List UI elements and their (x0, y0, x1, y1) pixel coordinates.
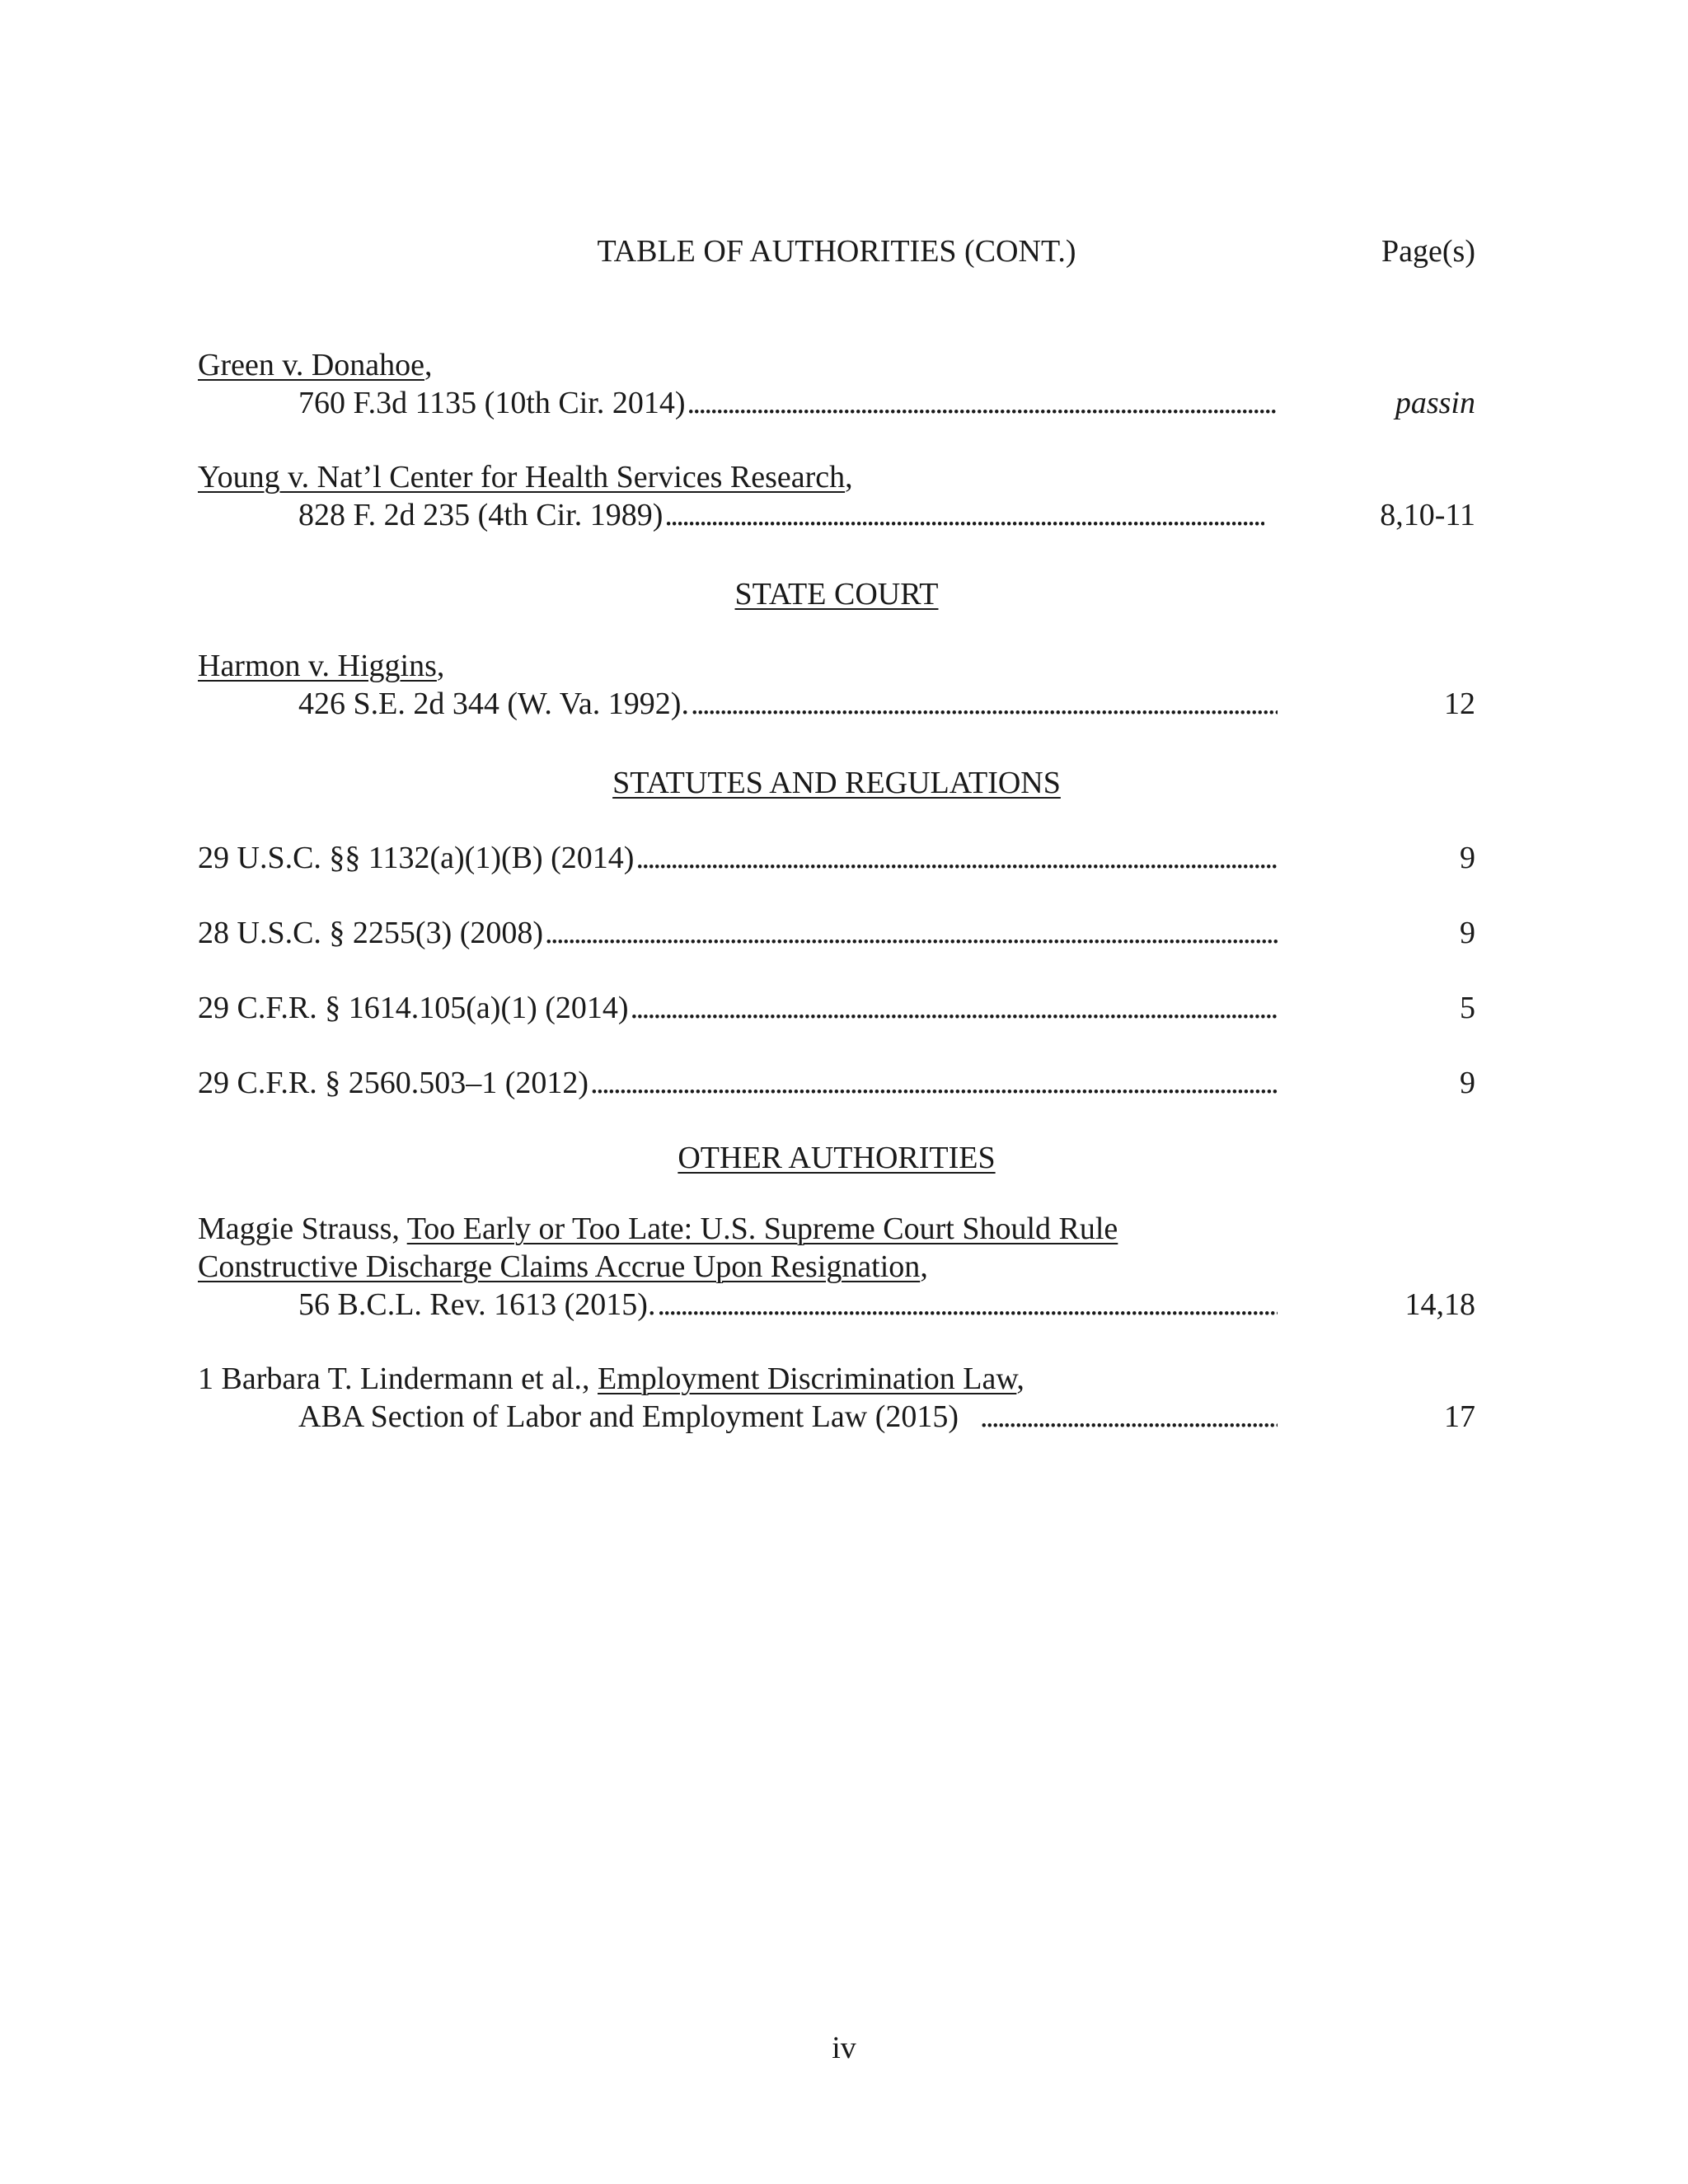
article-title: Too Early or Too Late: U.S. Supreme Court Should Rule (406, 1212, 1118, 1246)
dot-leader (590, 1064, 1278, 1102)
dot-leader (657, 1286, 1278, 1324)
authority-entry (198, 914, 1475, 952)
citation: 29 U.S.C. §§ 1132(a)(1)(B) (2014) (198, 841, 635, 875)
page-reference: 9 (1460, 1066, 1475, 1100)
page-reference: 5 (1460, 991, 1475, 1025)
case-name: Green v. Donahoe (198, 348, 425, 382)
citation: 426 S.E. 2d 344 (W. Va. 1992). (298, 687, 689, 721)
dot-leader (691, 685, 1278, 723)
article-title-continued: Constructive Discharge Claims Accrue Upon Resignation (198, 1249, 921, 1284)
page-reference: 9 (1460, 841, 1475, 875)
author: 1 Barbara T. Lindermann et al., (198, 1361, 598, 1396)
citation: 28 U.S.C. § 2255(3) (2008) (198, 916, 544, 950)
page-reference: passin (1395, 386, 1475, 420)
page-title: TABLE OF AUTHORITIES (CONT.) (597, 234, 1076, 269)
authority-entry (198, 839, 1475, 877)
citation: 29 C.F.R. § 2560.503–1 (2012) (198, 1066, 589, 1100)
authority-entry: Maggie Strauss, Too Early or Too Late: U.S. Supreme Court Should Rule Constructive Discharge Claims Accrue Upon Resignation, 56 B.C.L. Rev. 1613 (2015). . . . 14,18 (198, 1210, 1475, 1324)
page-number: iv (832, 2031, 856, 2065)
dot-leader (631, 989, 1278, 1027)
authority-entry: 1 Barbara T. Lindermann et al., Employment Discrimination Law, ABA Section of Labor and Employment Law (2015) . . . 17 (198, 1360, 1475, 1436)
dot-leader (980, 1398, 1278, 1436)
authority-entry: Young v. Nat’l Center for Health Services Research, 828 F. 2d 235 (4th Cir. 1989) . . . 8,10-11 (198, 458, 1475, 534)
dot-leader (545, 914, 1278, 952)
authority-entry (198, 1064, 1475, 1102)
citation: 29 C.F.R. § 1614.105(a)(1) (2014) (198, 991, 629, 1025)
dot-leader (687, 384, 1278, 422)
dot-leader (635, 839, 1278, 877)
pages-column-label: Page(s) (1381, 234, 1475, 269)
citation: 760 F.3d 1135 (10th Cir. 2014) (298, 386, 686, 420)
dot-leader (664, 496, 1264, 534)
citation: ABA Section of Labor and Employment Law (2015) (298, 1399, 959, 1434)
citation: 56 B.C.L. Rev. 1613 (2015). (298, 1287, 656, 1322)
page-reference: 17 (1444, 1399, 1475, 1434)
citation: 828 F. 2d 235 (4th Cir. 1989) (298, 498, 663, 532)
case-name: Harmon v. Higgins (198, 649, 437, 683)
authority-entry: Green v. Donahoe, 760 F.3d 1135 (10th Cir. 2014) . . . passin (198, 346, 1475, 422)
page-reference: 9 (1460, 916, 1475, 950)
table-header (198, 232, 1475, 275)
section-heading-other-authorities: OTHER AUTHORITIES (678, 1141, 996, 1175)
section-heading-state-court: STATE COURT (734, 577, 939, 612)
page-reference: 8,10-11 (1380, 498, 1475, 532)
page-reference: 14,18 (1404, 1287, 1475, 1322)
case-name: Young v. Nat’l Center for Health Services Research (198, 460, 846, 494)
section-heading-statutes: STATUTES AND REGULATIONS (612, 766, 1061, 800)
page-reference: 12 (1444, 687, 1475, 721)
authority-entry (198, 989, 1475, 1027)
book-title: Employment Discrimination Law (598, 1361, 1017, 1396)
author: Maggie Strauss, (198, 1212, 407, 1246)
authority-entry: Harmon v. Higgins, 426 S.E. 2d 344 (W. Va. 1992). . . . 12 (198, 647, 1475, 723)
